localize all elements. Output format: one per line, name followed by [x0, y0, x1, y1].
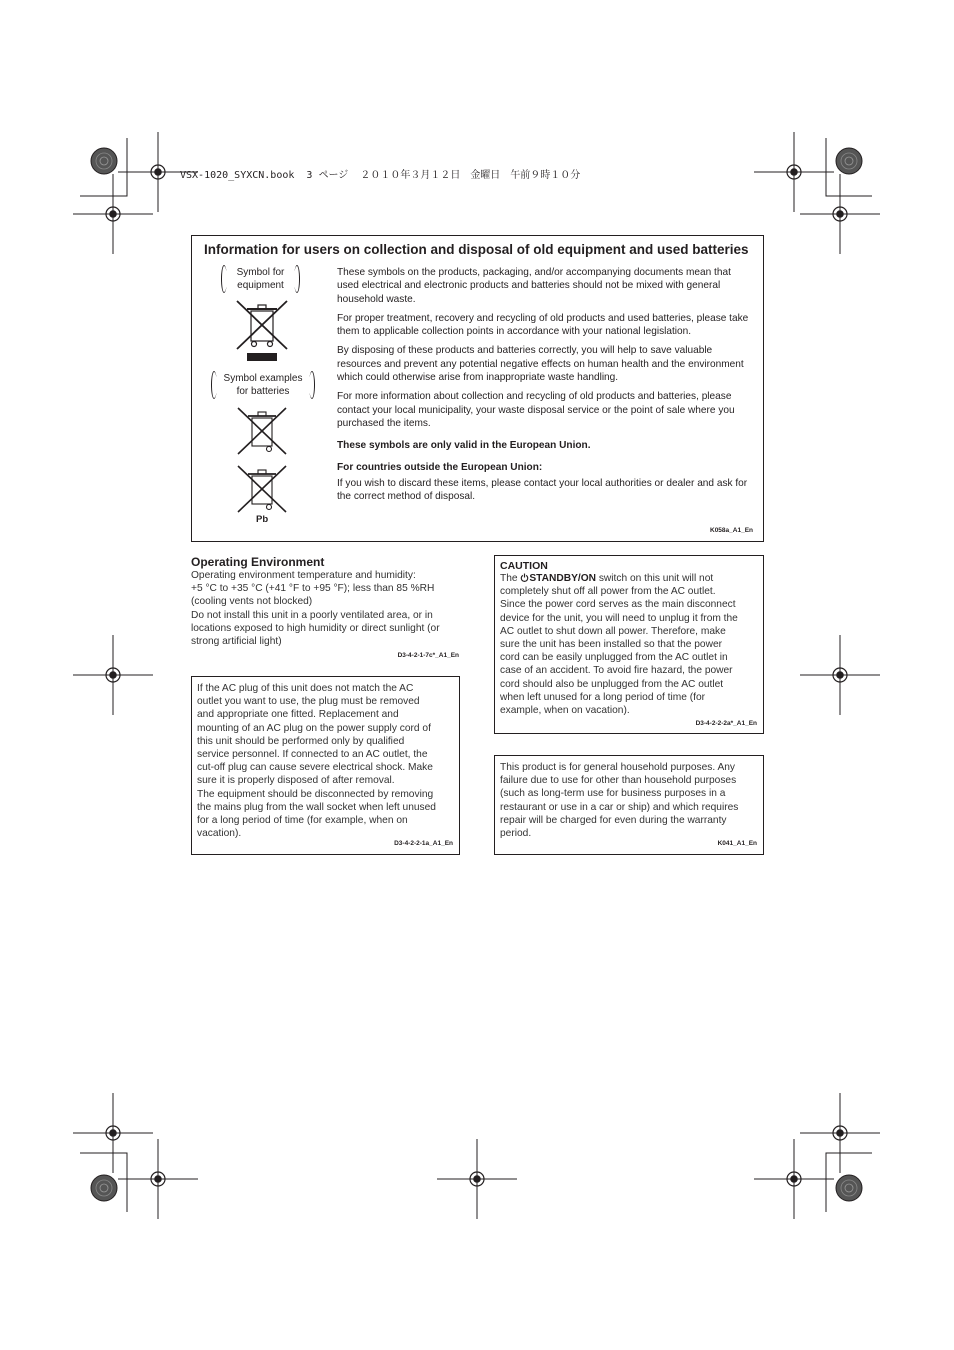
household-text: This product is for general household purposes. Any failure due to use for other than household purposes (such as long-term use for business purposes in a restaurant or use in a car or ship) and which requires repair will be charged for even during the warranty period. [500, 762, 739, 840]
disposal-title: Information for users on collection and disposal of old equipment and used batteries [204, 242, 749, 257]
valid-note: These symbols are only valid in the European Union. [337, 440, 591, 452]
caution-code: D3-4-2-2-2a*_A1_En [695, 720, 757, 727]
disposal-paragraph: By disposing of these products and batteries correctly, you will help to save valuable resources and prevent any potential negative effects on human health and the environment which could otherwise arise from inappropriate waste handling. [337, 345, 744, 384]
disposal-paragraph: For proper treatment, recovery and recycling of old products and used batteries, please take them to applicable collection points in accordance with your national legislation. [337, 312, 749, 338]
disposal-code: K058a_A1_En [710, 527, 753, 534]
disposal-paragraph: These symbols on the products, packaging, and/or accompanying documents mean that used electrical and electronic products and batteries should not be mixed with general household waste. [337, 267, 731, 305]
disposal-info-box [191, 235, 764, 542]
standby-on-label: STANDBY/ON [529, 573, 596, 584]
symbol-batteries-label: Symbol examples for batteries [218, 372, 308, 398]
household-box [494, 755, 764, 855]
operating-environment-heading: Operating Environment [191, 555, 325, 569]
page-header: VSX-1020_SYXCN.book 3 ページ ２０１０年３月１２日 金曜日 午前９時１０分 [180, 170, 581, 181]
outside-eu-text: If you wish to discard these items, please contact your local authorities or dealer and ask for the correct method of disposal. [337, 477, 748, 503]
ac-plug-box [191, 676, 460, 855]
disposal-text [337, 266, 755, 509]
pb-label: Pb [256, 514, 269, 525]
symbol-equipment-label: Symbol for equipment [228, 266, 293, 292]
disposal-paragraph: For more information about collection and recycling of old products and batteries, please contact your local municipality, your waste disposal service or the point of sale where you purchased the items. [337, 391, 735, 429]
crossed-bin-pb-battery-icon [232, 464, 292, 516]
outside-eu-heading: For countries outside the European Union: [337, 461, 543, 473]
ac-plug-text: If the AC plug of this unit does not match the AC outlet you want to use, the plug must be removed and appropriate one fitted. Replacement and mounting of an AC plug on the power supply cord of this unit should be performed only by qualified service personnel. If connected to an AC outlet, the cut-off plug can cause severe electrical shock. Make sure it is properly disposed of after removal. The equipment should be disconnected by removing the mains plug from the wall socket when left unused for a long period of time (for example, when on vacation). [197, 683, 436, 840]
caution-box [494, 555, 764, 734]
operating-environment-section [191, 555, 461, 659]
ac-plug-code: D3-4-2-2-1a_A1_En [394, 840, 453, 847]
operating-environment-text: Operating environment temperature and humidity: +5 °C to +35 °C (+41 °F to +95 °F); less than 85 %RH (cooling vents not blocked) Do not install this unit in a poorly ventilated area, or in locations exposed to high humidity or direct sunlight (or strong artificial light) [191, 570, 440, 648]
caution-heading: CAUTION [500, 560, 548, 572]
caution-text: The STANDBY/ON switch on this unit will not completely shut off all power from the AC outlet. Since the power cord serves as the main disconnect device for the unit, you will need to unplug it from the AC outlet to shut down all power. Therefore, make sure the unit has been installed so that the power cord can be easily unplugged from the AC outlet in case of an accident. To avoid fire hazard, the power cord should also be unplugged from the AC outlet when left unused for a long period of time (for example, when on vacation). [500, 573, 738, 717]
operating-environment-code: D3-4-2-1-7c*_A1_En [397, 652, 459, 660]
crossed-bin-battery-icon [232, 406, 292, 458]
crossed-bin-equipment-icon [232, 297, 292, 369]
household-code: K041_A1_En [717, 840, 757, 847]
